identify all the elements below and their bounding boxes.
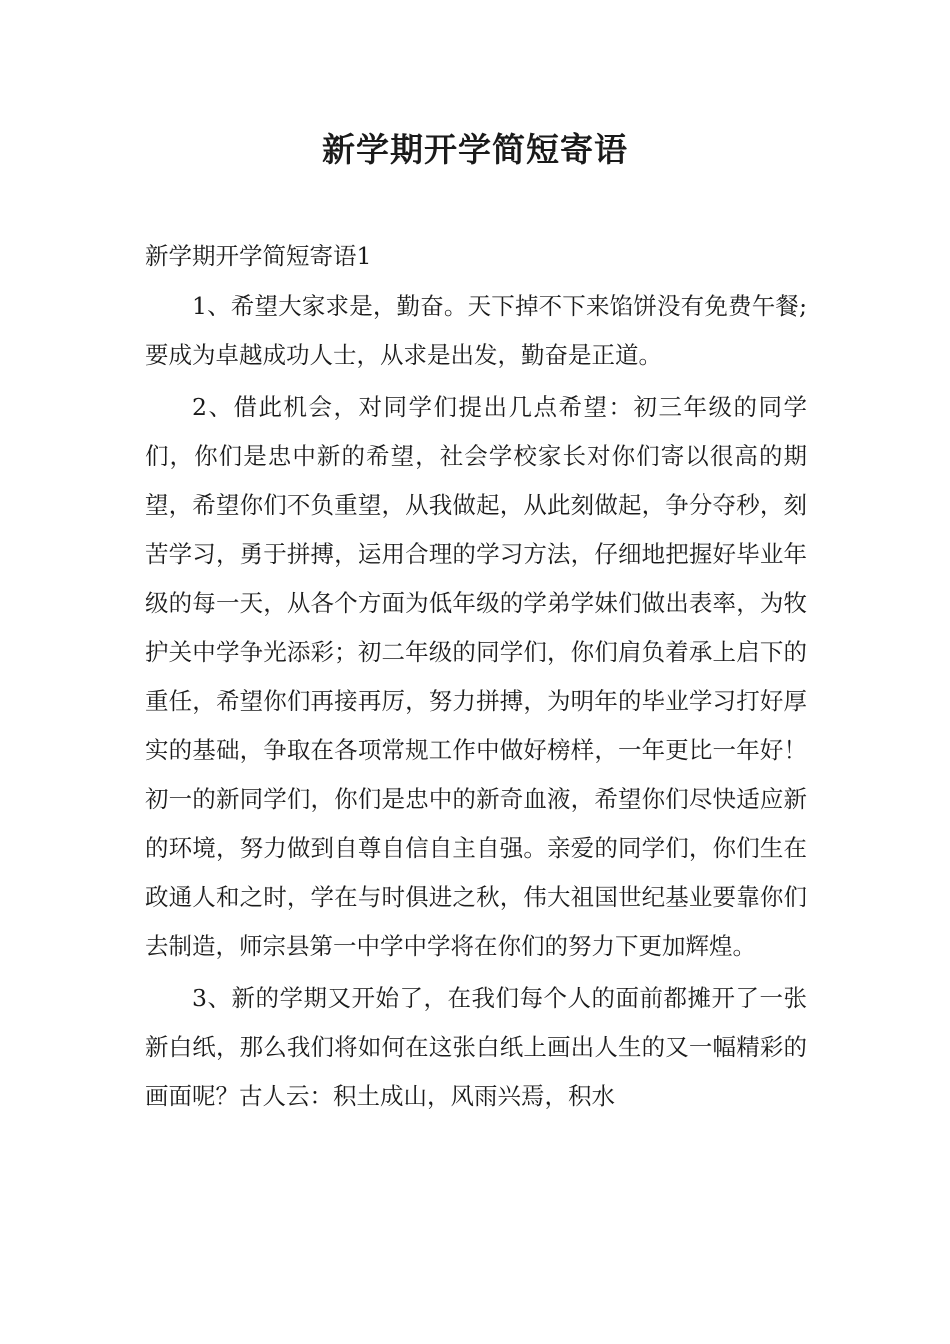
- document-title: 新学期开学简短寄语: [322, 130, 628, 169]
- paragraph-1: 1、希望大家求是，勤奋。天下掉不下来馅饼没有免费午餐;要成为卓越成功人士，从求是出发，勤奋是正道。: [145, 292, 807, 369]
- section-heading: 新学期开学简短寄语1: [145, 242, 372, 270]
- paragraph-2: 2、借此机会，对同学们提出几点希望：初三年级的同学们，你们是忠中新的希望，社会学校家长对你们寄以很高的期望，希望你们不负重望，从我做起，从此刻做起，争分夺秒，刻苦学习，勇于拼搏，运用合理的学习方法，仔细地把握好毕业年级的每一天，从各个方面为低年级的学弟学妹们做出表率，为牧护关中学争光添彩；初二年级的同学们，你们肩负着承上启下的重任，希望你们再接再厉，努力拼搏，为明年的毕业学习打好厚实的基础，争取在各项常规工作中做好榜样，一年更比一年好！初一的新同学们，你们是忠中的新奇血液，希望你们尽快适应新的环境，努力做到自尊自信自主自强。亲爱的同学们，你们生在政通人和之时，学在与时俱进之秋，伟大祖国世纪基业要靠你们去制造，师宗县第一中学中学将在你们的努力下更加辉煌。: [145, 393, 807, 960]
- document-body: [145, 232, 807, 1124]
- paragraph-3: 3、新的学期又开始了，在我们每个人的面前都摊开了一张新白纸，那么我们将如何在这张白纸上画出人生的又一幅精彩的画面呢？古人云：积土成山，风雨兴焉，积水: [145, 984, 807, 1110]
